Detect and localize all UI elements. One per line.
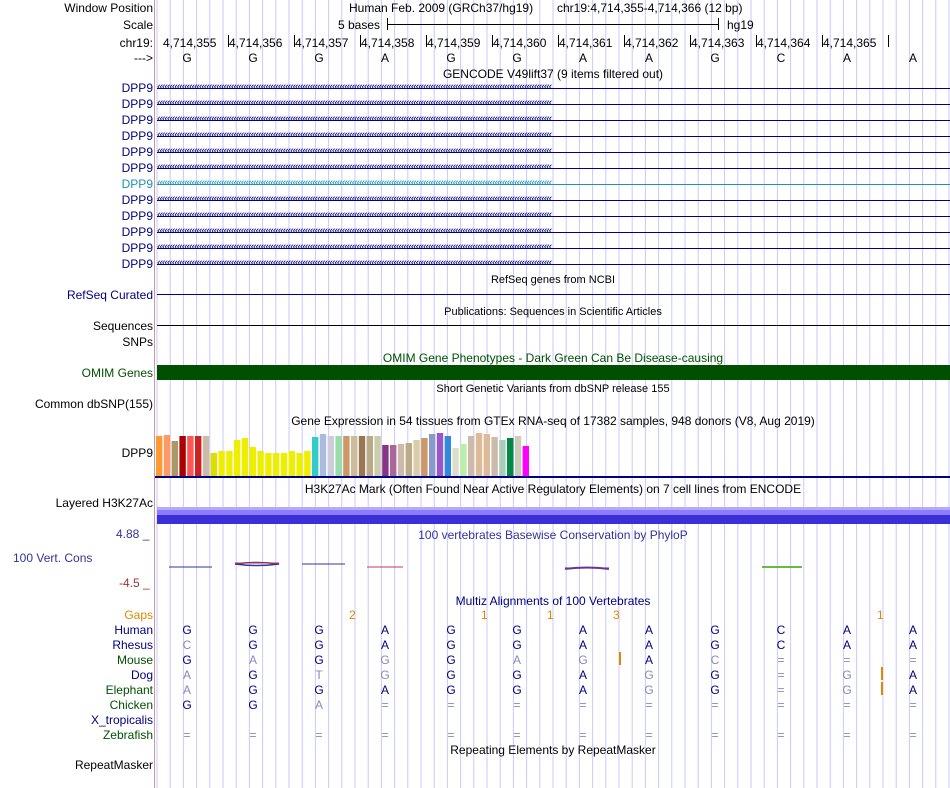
strand-arrows: ‹‹‹‹‹‹‹‹‹‹‹‹‹‹‹‹‹‹‹‹‹‹‹‹‹‹‹‹‹‹‹‹‹‹‹‹‹‹‹‹‹‹‹‹‹‹‹‹‹‹‹‹‹‹‹‹‹‹‹‹‹‹‹‹‹‹‹‹‹‹‹‹‹‹‹‹‹‹‹‹‹‹‹‹‹‹‹‹‹‹‹‹‹‹‹‹‹‹‹‹‹‹‹‹‹‹‹‹‹‹‹‹‹‹‹‹‹‹‹‹‹‹‹‹‹‹‹‹‹‹‹‹‹‹‹‹‹‹‹‹‹‹‹‹‹‹‹‹‹‹‹‹‹‹‹‹‹‹‹‹ (157, 98, 552, 109)
assembly-title: Human Feb. 2009 (GRCh37/hg19) (349, 1, 534, 15)
insertion-marker (881, 682, 883, 695)
ruler-tick (888, 35, 889, 47)
aligned-base: = (249, 728, 257, 742)
gtex-gene-label[interactable]: DPP9 (121, 446, 153, 460)
cons-min-label: -4.5 _ (119, 576, 150, 590)
aligned-base: = (909, 653, 917, 667)
aligned-base: C (710, 653, 720, 667)
aligned-base: G (314, 653, 324, 667)
aligned-base: = (843, 653, 851, 667)
aligned-base: = (711, 728, 719, 742)
gencode-item-label[interactable]: DPP9 (121, 145, 153, 159)
dbsnp-label[interactable]: Common dbSNP(155) (34, 397, 153, 411)
h3k27ac-signal[interactable] (157, 507, 950, 524)
refseq-label[interactable]: RefSeq Curated (66, 288, 153, 302)
aligned-base: A (380, 638, 389, 652)
base-letter: A (908, 51, 917, 65)
gtex-track-title: Gene Expression in 54 tissues from GTEx RNA-seq of 17382 samples, 948 donors (V8, Aug 2019) (291, 414, 815, 428)
base-letter: G (710, 51, 720, 65)
base-letter: G (182, 51, 192, 65)
aligned-base: G (182, 653, 192, 667)
aligned-base: A (512, 653, 521, 667)
conservation-label[interactable]: 100 Vert. Cons (13, 551, 93, 565)
aligned-base: = (777, 683, 785, 697)
base-letter: A (578, 51, 587, 65)
gtex-tissue-bar[interactable] (429, 434, 435, 476)
aligned-base: A (380, 623, 389, 637)
gtex-tissue-bar[interactable] (421, 438, 427, 476)
aligned-base: = (579, 728, 587, 742)
aligned-base: = (777, 668, 785, 682)
base-letter: G (512, 51, 522, 65)
aligned-base: = (711, 698, 719, 712)
snps-label[interactable]: SNPs (122, 335, 153, 349)
aligned-base: = (513, 698, 521, 712)
species-label[interactable]: Human (114, 623, 153, 637)
gtex-tissue-bar[interactable] (226, 451, 232, 476)
gtex-tissue-bar[interactable] (374, 436, 380, 476)
gtex-tissue-bar[interactable] (406, 443, 412, 476)
gencode-transcript[interactable] (157, 130, 950, 142)
aligned-base: G (248, 623, 258, 637)
repeatmasker-track-title: Repeating Elements by RepeatMasker (450, 743, 656, 757)
strand-arrows: ‹‹‹‹‹‹‹‹‹‹‹‹‹‹‹‹‹‹‹‹‹‹‹‹‹‹‹‹‹‹‹‹‹‹‹‹‹‹‹‹‹‹‹‹‹‹‹‹‹‹‹‹‹‹‹‹‹‹‹‹‹‹‹‹‹‹‹‹‹‹‹‹‹‹‹‹‹‹‹‹‹‹‹‹‹‹‹‹‹‹‹‹‹‹‹‹‹‹‹‹‹‹‹‹‹‹‹‹‹‹‹‹‹‹‹‹‹‹‹‹‹‹‹‹‹‹‹‹‹‹‹‹‹‹‹‹‹‹‹‹‹‹‹‹‹‹‹‹‹‹‹‹‹‹‹‹‹‹‹‹ (157, 258, 552, 269)
gtex-tissue-bar[interactable] (156, 436, 162, 476)
ruler-position: 4,714,364 (757, 36, 811, 50)
aligned-base: = (843, 728, 851, 742)
sequences-label[interactable]: Sequences (92, 319, 153, 333)
cons-max-label: 4.88 _ (116, 527, 150, 541)
base-letter: G (446, 51, 456, 65)
strand-arrows: ‹‹‹‹‹‹‹‹‹‹‹‹‹‹‹‹‹‹‹‹‹‹‹‹‹‹‹‹‹‹‹‹‹‹‹‹‹‹‹‹‹‹‹‹‹‹‹‹‹‹‹‹‹‹‹‹‹‹‹‹‹‹‹‹‹‹‹‹‹‹‹‹‹‹‹‹‹‹‹‹‹‹‹‹‹‹‹‹‹‹‹‹‹‹‹‹‹‹‹‹‹‹‹‹‹‹‹‹‹‹‹‹‹‹‹‹‹‹‹‹‹‹‹‹‹‹‹‹‹‹‹‹‹‹‹‹‹‹‹‹‹‹‹‹‹‹‹‹‹‹‹‹‹‹‹‹‹‹‹‹ (157, 114, 552, 125)
aligned-base: = (645, 728, 653, 742)
strand-arrows: ‹‹‹‹‹‹‹‹‹‹‹‹‹‹‹‹‹‹‹‹‹‹‹‹‹‹‹‹‹‹‹‹‹‹‹‹‹‹‹‹‹‹‹‹‹‹‹‹‹‹‹‹‹‹‹‹‹‹‹‹‹‹‹‹‹‹‹‹‹‹‹‹‹‹‹‹‹‹‹‹‹‹‹‹‹‹‹‹‹‹‹‹‹‹‹‹‹‹‹‹‹‹‹‹‹‹‹‹‹‹‹‹‹‹‹‹‹‹‹‹‹‹‹‹‹‹‹‹‹‹‹‹‹‹‹‹‹‹‹‹‹‹‹‹‹‹‹‹‹‹‹‹‹‹‹‹‹‹‹‹ (157, 178, 552, 189)
base-letter: A (380, 51, 389, 65)
aligned-base: C (776, 638, 786, 652)
aligned-base: G (446, 653, 456, 667)
aligned-base: A (182, 668, 191, 682)
gtex-tissue-bar[interactable] (211, 453, 217, 476)
base-letter: A (644, 51, 653, 65)
gtex-tissue-bar[interactable] (164, 435, 170, 476)
gtex-tissue-bar[interactable] (203, 436, 209, 476)
species-label[interactable]: Dog (130, 668, 153, 682)
aligned-base: G (578, 653, 588, 667)
gtex-tissue-bar[interactable] (312, 437, 318, 476)
gencode-item-label[interactable]: DPP9 (121, 225, 153, 239)
h3k27ac-track-title: H3K27Ac Mark (Often Found Near Active Regulatory Elements) on 7 cell lines from ENCODE (304, 482, 802, 496)
gencode-transcript[interactable] (157, 194, 950, 206)
multiz-track-title: Multiz Alignments of 100 Vertebrates (455, 594, 651, 608)
omim-track-title: OMIM Gene Phenotypes - Dark Green Can Be Disease-causing (382, 351, 724, 365)
gtex-tissue-bar[interactable] (265, 453, 271, 476)
aligned-base: G (842, 683, 852, 697)
gencode-item-label[interactable]: DPP9 (121, 241, 153, 255)
gtex-tissue-bar[interactable] (367, 436, 373, 476)
base-letter: G (248, 51, 258, 65)
gencode-item-label[interactable]: DPP9 (121, 97, 153, 111)
aligned-base: A (248, 653, 257, 667)
aligned-base: A (842, 638, 851, 652)
gencode-item-label[interactable]: DPP9 (121, 193, 153, 207)
conservation-wiggle[interactable] (157, 556, 950, 576)
aligned-base: G (644, 668, 654, 682)
gencode-item-label[interactable]: DPP9 (121, 81, 153, 95)
aligned-base: = (777, 728, 785, 742)
aligned-base: G (314, 623, 324, 637)
ruler-position: 4,714,356 (229, 36, 283, 50)
gtex-tissue-bar[interactable] (437, 433, 443, 476)
gtex-tissue-bar[interactable] (398, 444, 404, 476)
gap-count: 3 (613, 608, 620, 622)
gtex-tissue-bar[interactable] (343, 436, 349, 476)
gtex-tissue-bar[interactable] (515, 436, 521, 476)
aligned-base: = (381, 728, 389, 742)
aligned-base: G (644, 683, 654, 697)
aligned-base: G (710, 638, 720, 652)
strand-arrows: ‹‹‹‹‹‹‹‹‹‹‹‹‹‹‹‹‹‹‹‹‹‹‹‹‹‹‹‹‹‹‹‹‹‹‹‹‹‹‹‹‹‹‹‹‹‹‹‹‹‹‹‹‹‹‹‹‹‹‹‹‹‹‹‹‹‹‹‹‹‹‹‹‹‹‹‹‹‹‹‹‹‹‹‹‹‹‹‹‹‹‹‹‹‹‹‹‹‹‹‹‹‹‹‹‹‹‹‹‹‹‹‹‹‹‹‹‹‹‹‹‹‹‹‹‹‹‹‹‹‹‹‹‹‹‹‹‹‹‹‹‹‹‹‹‹‹‹‹‹‹‹‹‹‹‹‹‹‹‹‹ (157, 146, 552, 157)
strand-arrows: ‹‹‹‹‹‹‹‹‹‹‹‹‹‹‹‹‹‹‹‹‹‹‹‹‹‹‹‹‹‹‹‹‹‹‹‹‹‹‹‹‹‹‹‹‹‹‹‹‹‹‹‹‹‹‹‹‹‹‹‹‹‹‹‹‹‹‹‹‹‹‹‹‹‹‹‹‹‹‹‹‹‹‹‹‹‹‹‹‹‹‹‹‹‹‹‹‹‹‹‹‹‹‹‹‹‹‹‹‹‹‹‹‹‹‹‹‹‹‹‹‹‹‹‹‹‹‹‹‹‹‹‹‹‹‹‹‹‹‹‹‹‹‹‹‹‹‹‹‹‹‹‹‹‹‹‹‹‹‹‹ (157, 194, 552, 205)
aligned-base: = (579, 698, 587, 712)
refseq-track-title: RefSeq genes from NCBI (490, 274, 616, 286)
h3k27ac-label[interactable]: Layered H3K27Ac (55, 496, 153, 510)
gencode-item-label[interactable]: DPP9 (121, 161, 153, 175)
gtex-tissue-bar[interactable] (242, 438, 248, 476)
gencode-track-title: GENCODE V49lift37 (9 items filtered out) (442, 67, 664, 81)
gtex-tissue-bar[interactable] (234, 440, 240, 476)
gtex-tissue-bar[interactable] (289, 451, 295, 476)
aligned-base: G (380, 653, 390, 667)
aligned-base: = (909, 728, 917, 742)
gtex-tissue-bar[interactable] (351, 436, 357, 476)
scale-db: hg19 (727, 18, 754, 32)
aligned-base: G (314, 683, 324, 697)
aligned-base: G (512, 623, 522, 637)
aligned-base: G (248, 683, 258, 697)
base-letter: C (776, 51, 786, 65)
base-letter: A (842, 51, 851, 65)
ruler-position: 4,714,358 (361, 36, 415, 50)
aligned-base: A (182, 683, 191, 697)
scale-bar (387, 18, 719, 30)
aligned-base: = (315, 728, 323, 742)
aligned-base: A (908, 638, 917, 652)
insertion-marker (881, 667, 883, 680)
gencode-transcript[interactable] (157, 162, 950, 174)
aligned-base: = (447, 728, 455, 742)
aligned-base: G (182, 698, 192, 712)
ruler-position: 4,714,355 (163, 36, 217, 50)
aligned-base: G (446, 668, 456, 682)
gtex-tissue-bar[interactable] (491, 437, 497, 476)
aligned-base: G (446, 638, 456, 652)
ruler-position: 4,714,365 (823, 36, 877, 50)
aligned-base: A (578, 683, 587, 697)
aligned-base: G (512, 668, 522, 682)
gtex-tissue-bar[interactable] (304, 451, 310, 476)
gtex-tissue-bar[interactable] (359, 436, 365, 476)
gencode-item-label[interactable]: DPP9 (121, 257, 153, 271)
aligned-base: G (182, 623, 192, 637)
strand-arrows: ‹‹‹‹‹‹‹‹‹‹‹‹‹‹‹‹‹‹‹‹‹‹‹‹‹‹‹‹‹‹‹‹‹‹‹‹‹‹‹‹‹‹‹‹‹‹‹‹‹‹‹‹‹‹‹‹‹‹‹‹‹‹‹‹‹‹‹‹‹‹‹‹‹‹‹‹‹‹‹‹‹‹‹‹‹‹‹‹‹‹‹‹‹‹‹‹‹‹‹‹‹‹‹‹‹‹‹‹‹‹‹‹‹‹‹‹‹‹‹‹‹‹‹‹‹‹‹‹‹‹‹‹‹‹‹‹‹‹‹‹‹‹‹‹‹‹‹‹‹‹‹‹‹‹‹‹‹‹‹‹ (157, 226, 552, 237)
gtex-tissue-bar[interactable] (468, 436, 474, 476)
publications-track-title: Publications: Sequences in Scientific Articles (444, 306, 662, 318)
aligned-base: G (446, 683, 456, 697)
base-letter: G (314, 51, 324, 65)
aligned-base: G (710, 683, 720, 697)
gencode-transcript[interactable] (157, 210, 950, 222)
ruler-position: 4,714,359 (427, 36, 481, 50)
aligned-base: G (446, 623, 456, 637)
strand-arrows: ‹‹‹‹‹‹‹‹‹‹‹‹‹‹‹‹‹‹‹‹‹‹‹‹‹‹‹‹‹‹‹‹‹‹‹‹‹‹‹‹‹‹‹‹‹‹‹‹‹‹‹‹‹‹‹‹‹‹‹‹‹‹‹‹‹‹‹‹‹‹‹‹‹‹‹‹‹‹‹‹‹‹‹‹‹‹‹‹‹‹‹‹‹‹‹‹‹‹‹‹‹‹‹‹‹‹‹‹‹‹‹‹‹‹‹‹‹‹‹‹‹‹‹‹‹‹‹‹‹‹‹‹‹‹‹‹‹‹‹‹‹‹‹‹‹‹‹‹‹‹‹‹‹‹‹‹‹‹‹‹ (157, 162, 552, 173)
aligned-base: G (842, 668, 852, 682)
aligned-base: G (380, 668, 390, 682)
species-label[interactable]: X_tropicalis (90, 713, 153, 727)
omim-label[interactable]: OMIM Genes (81, 366, 153, 380)
gencode-transcript[interactable] (157, 258, 950, 270)
aligned-base: A (842, 623, 851, 637)
gtex-expression-chart[interactable] (155, 428, 555, 476)
aligned-base: = (381, 698, 389, 712)
gtex-tissue-bar[interactable] (413, 440, 419, 476)
conservation-track-title: 100 vertebrates Basewise Conservation by PhyloP (418, 528, 688, 542)
gtex-tissue-bar[interactable] (179, 436, 185, 476)
gencode-transcript[interactable] (157, 178, 950, 190)
aligned-base: = (777, 698, 785, 712)
species-label[interactable]: Chicken (109, 698, 153, 712)
gencode-item-label[interactable]: DPP9 (121, 177, 153, 191)
aligned-base: A (644, 623, 653, 637)
species-label[interactable]: Elephant (105, 683, 153, 697)
aligned-base: G (710, 623, 720, 637)
strand-arrows: ‹‹‹‹‹‹‹‹‹‹‹‹‹‹‹‹‹‹‹‹‹‹‹‹‹‹‹‹‹‹‹‹‹‹‹‹‹‹‹‹‹‹‹‹‹‹‹‹‹‹‹‹‹‹‹‹‹‹‹‹‹‹‹‹‹‹‹‹‹‹‹‹‹‹‹‹‹‹‹‹‹‹‹‹‹‹‹‹‹‹‹‹‹‹‹‹‹‹‹‹‹‹‹‹‹‹‹‹‹‹‹‹‹‹‹‹‹‹‹‹‹‹‹‹‹‹‹‹‹‹‹‹‹‹‹‹‹‹‹‹‹‹‹‹‹‹‹‹‹‹‹‹‹‹‹‹‹‹‹‹ (157, 82, 552, 93)
aligned-base: = (447, 698, 455, 712)
ruler-position: 4,714,363 (691, 36, 745, 50)
gtex-tissue-bar[interactable] (484, 434, 490, 476)
gtex-tissue-bar[interactable] (523, 446, 529, 476)
gap-count: 1 (547, 608, 554, 622)
strand-arrows: ‹‹‹‹‹‹‹‹‹‹‹‹‹‹‹‹‹‹‹‹‹‹‹‹‹‹‹‹‹‹‹‹‹‹‹‹‹‹‹‹‹‹‹‹‹‹‹‹‹‹‹‹‹‹‹‹‹‹‹‹‹‹‹‹‹‹‹‹‹‹‹‹‹‹‹‹‹‹‹‹‹‹‹‹‹‹‹‹‹‹‹‹‹‹‹‹‹‹‹‹‹‹‹‹‹‹‹‹‹‹‹‹‹‹‹‹‹‹‹‹‹‹‹‹‹‹‹‹‹‹‹‹‹‹‹‹‹‹‹‹‹‹‹‹‹‹‹‹‹‹‹‹‹‹‹‹‹‹‹‹ (157, 242, 552, 253)
gap-count: 1 (481, 608, 488, 622)
gtex-tissue-bar[interactable] (296, 453, 302, 476)
window-position-label: Window Position (64, 1, 153, 15)
aligned-base: = (183, 728, 191, 742)
gtex-tissue-bar[interactable] (382, 445, 388, 476)
aligned-base: A (908, 668, 917, 682)
aligned-base: T (315, 668, 323, 682)
gtex-tissue-bar[interactable] (320, 434, 326, 476)
gtex-tissue-bar[interactable] (172, 441, 178, 476)
gaps-label[interactable]: Gaps (124, 608, 153, 622)
omim-gene-bar[interactable] (157, 365, 950, 380)
gtex-baseline (155, 476, 950, 478)
strand-arrows: ‹‹‹‹‹‹‹‹‹‹‹‹‹‹‹‹‹‹‹‹‹‹‹‹‹‹‹‹‹‹‹‹‹‹‹‹‹‹‹‹‹‹‹‹‹‹‹‹‹‹‹‹‹‹‹‹‹‹‹‹‹‹‹‹‹‹‹‹‹‹‹‹‹‹‹‹‹‹‹‹‹‹‹‹‹‹‹‹‹‹‹‹‹‹‹‹‹‹‹‹‹‹‹‹‹‹‹‹‹‹‹‹‹‹‹‹‹‹‹‹‹‹‹‹‹‹‹‹‹‹‹‹‹‹‹‹‹‹‹‹‹‹‹‹‹‹‹‹‹‹‹‹‹‹‹‹‹‹‹‹ (157, 130, 552, 141)
aligned-base: A (578, 623, 587, 637)
aligned-base: G (248, 638, 258, 652)
gencode-transcript[interactable] (157, 98, 950, 110)
gencode-transcript[interactable] (157, 146, 950, 158)
aligned-base: A (578, 668, 587, 682)
aligned-base: = (909, 698, 917, 712)
aligned-base: = (777, 653, 785, 667)
sequences-track-line[interactable] (157, 325, 950, 326)
gtex-tissue-bar[interactable] (281, 453, 287, 476)
gtex-tissue-bar[interactable] (460, 444, 466, 476)
gtex-tissue-bar[interactable] (328, 436, 334, 476)
aligned-base: A (380, 683, 389, 697)
aligned-base: G (710, 668, 720, 682)
gtex-tissue-bar[interactable] (195, 436, 201, 476)
strand-arrows: ‹‹‹‹‹‹‹‹‹‹‹‹‹‹‹‹‹‹‹‹‹‹‹‹‹‹‹‹‹‹‹‹‹‹‹‹‹‹‹‹‹‹‹‹‹‹‹‹‹‹‹‹‹‹‹‹‹‹‹‹‹‹‹‹‹‹‹‹‹‹‹‹‹‹‹‹‹‹‹‹‹‹‹‹‹‹‹‹‹‹‹‹‹‹‹‹‹‹‹‹‹‹‹‹‹‹‹‹‹‹‹‹‹‹‹‹‹‹‹‹‹‹‹‹‹‹‹‹‹‹‹‹‹‹‹‹‹‹‹‹‹‹‹‹‹‹‹‹‹‹‹‹‹‹‹‹‹‹‹‹ (157, 210, 552, 221)
position-title: chr19:4,714,355-4,714,366 (12 bp) (557, 1, 743, 15)
dbsnp-track-title: Short Genetic Variants from dbSNP release 155 (436, 383, 670, 395)
gtex-tissue-bar[interactable] (273, 453, 279, 476)
gap-count: 2 (349, 608, 356, 622)
aligned-base: G (248, 698, 258, 712)
label-divider (154, 0, 155, 788)
chrom-label: chr19: (119, 36, 153, 50)
gencode-transcript[interactable] (157, 226, 950, 238)
gtex-tissue-bar[interactable] (507, 438, 513, 476)
gtex-tissue-bar[interactable] (250, 447, 256, 476)
gtex-tissue-bar[interactable] (335, 436, 341, 476)
aligned-base: G (248, 668, 258, 682)
aligned-base: G (512, 638, 522, 652)
refseq-track-line[interactable] (157, 294, 950, 295)
strand-label: ---> (134, 51, 153, 65)
aligned-base: A (644, 638, 653, 652)
gtex-tissue-bar[interactable] (187, 436, 193, 476)
gencode-transcript[interactable] (157, 114, 950, 126)
ruler-position: 4,714,362 (625, 36, 679, 50)
gencode-item-label[interactable]: DPP9 (121, 113, 153, 127)
gencode-item-label[interactable]: DPP9 (121, 209, 153, 223)
aligned-base: = (843, 698, 851, 712)
gtex-tissue-bar[interactable] (452, 448, 458, 476)
aligned-base: A (908, 683, 917, 697)
aligned-base: G (314, 638, 324, 652)
gtex-tissue-bar[interactable] (499, 440, 505, 476)
ruler-position: 4,714,357 (295, 36, 349, 50)
aligned-base: = (513, 728, 521, 742)
aligned-base: A (644, 653, 653, 667)
repeatmasker-label[interactable]: RepeatMasker (74, 758, 153, 772)
gtex-tissue-bar[interactable] (218, 451, 224, 476)
gencode-transcript[interactable] (157, 82, 950, 94)
gtex-tissue-bar[interactable] (257, 451, 263, 476)
ruler-position: 4,714,361 (559, 36, 613, 50)
gtex-tissue-bar[interactable] (390, 445, 396, 476)
gtex-tissue-bar[interactable] (445, 436, 451, 476)
scale-text: 5 bases (338, 18, 381, 32)
aligned-base: C (182, 638, 192, 652)
species-label[interactable]: Zebrafish (102, 728, 153, 742)
aligned-base: C (776, 623, 786, 637)
insertion-marker (619, 652, 621, 665)
scale-label: Scale (122, 18, 153, 32)
gencode-transcript[interactable] (157, 242, 950, 254)
aligned-base: G (512, 683, 522, 697)
aligned-base: A (578, 638, 587, 652)
ruler-position: 4,714,360 (493, 36, 547, 50)
aligned-base: A (908, 623, 917, 637)
gencode-item-label[interactable]: DPP9 (121, 129, 153, 143)
gap-count: 1 (877, 608, 884, 622)
aligned-base: = (645, 698, 653, 712)
species-label[interactable]: Rhesus (112, 638, 153, 652)
species-label[interactable]: Mouse (116, 653, 153, 667)
aligned-base: A (314, 698, 323, 712)
gtex-tissue-bar[interactable] (476, 433, 482, 476)
